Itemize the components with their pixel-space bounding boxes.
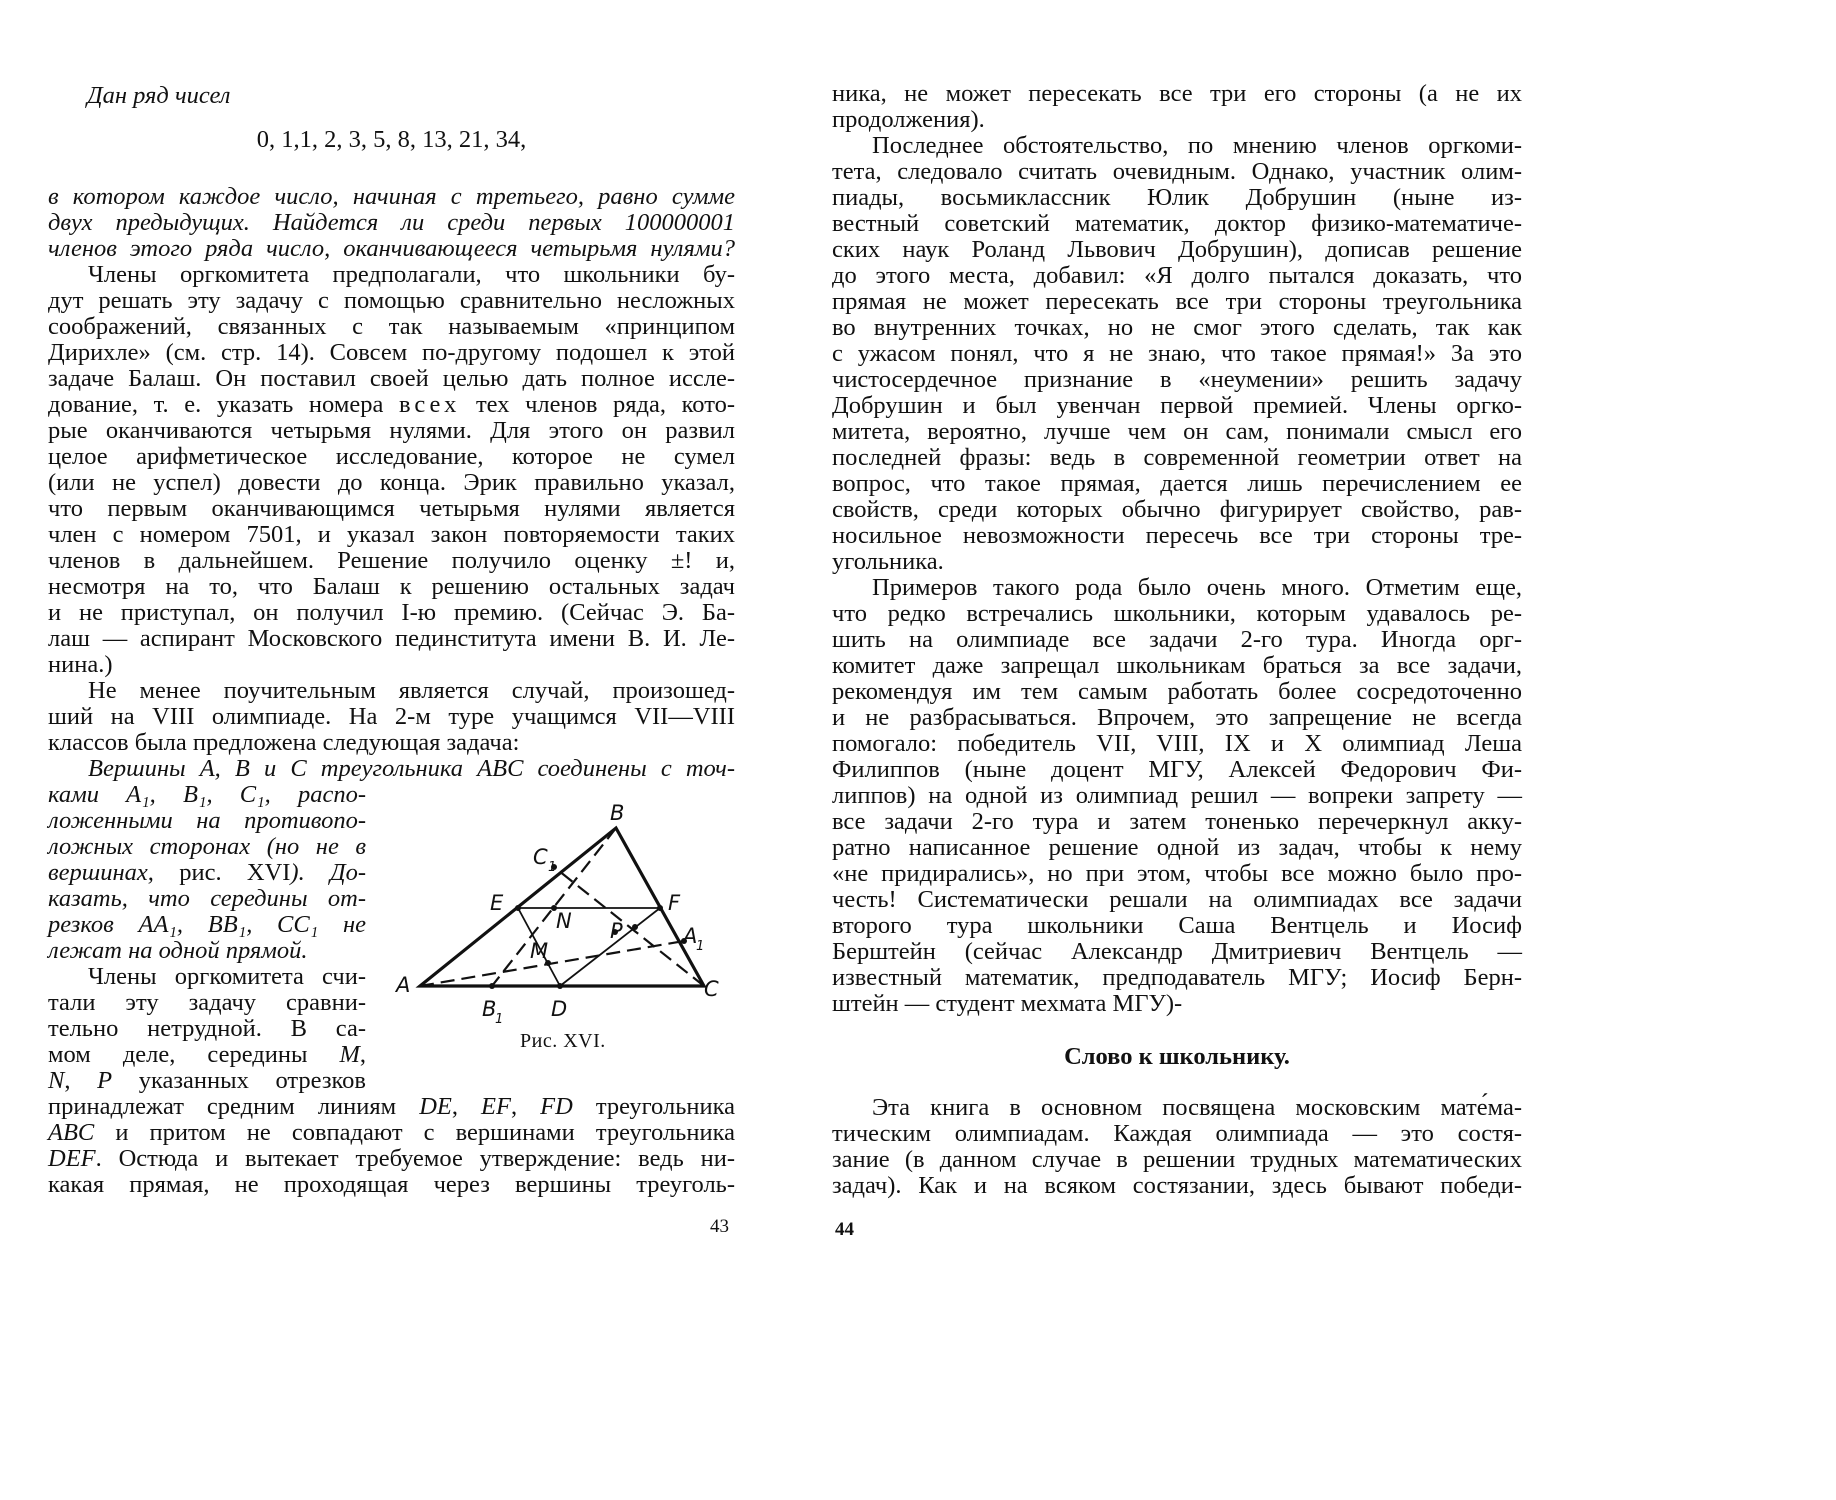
label-p: P: [610, 919, 623, 943]
page-number: 43: [710, 1216, 729, 1237]
text-line: «не придирались», но при этом, чтобы все можно было про-: [832, 860, 1522, 887]
text-line: известный математик, предподаватель МГУ; Иосиф Берн-: [832, 964, 1522, 991]
label-a1: A: [683, 924, 698, 948]
text-line: ника, не может пересекать все три его стороны (а не их: [832, 80, 1522, 107]
text-line: член с номером 7501, и указал закон повторяемости таких: [48, 521, 735, 548]
text-line: Члены оргкомитета счи-: [88, 963, 366, 990]
text-line: во внутренних точках, но не смог этого сделать, так как: [832, 314, 1522, 341]
text-line: штейн — студент мехмата МГУ)-: [832, 990, 1183, 1017]
right-page: [782, 0, 1565, 1279]
section-heading: Слово к школьнику.: [1064, 1043, 1290, 1070]
text-line: митета, вероятно, лучше чем он сам, понимали смысл его: [832, 418, 1522, 445]
text-line: Дирихле» (см. стр. 14). Совсем по-другому подошел к этой: [48, 339, 735, 366]
text-line: лежат на одной прямой.: [48, 937, 308, 964]
label-d: D: [551, 997, 568, 1021]
text-line: N, P указанных отрезков: [48, 1067, 367, 1094]
label-c1: C: [533, 845, 548, 869]
segment-a-a1: [420, 941, 684, 986]
text-line: в котором каждое число, начиная с третьего, равно сумме: [48, 183, 735, 210]
segment-c-c1: [554, 867, 704, 986]
text-line: липпов) на одной из олимпиад решил — вопреки запрету —: [832, 782, 1522, 809]
text-line: ками A₁, B₁, C₁, распо-: [48, 781, 366, 808]
problem-intro: Дан ряд чисел: [87, 82, 231, 109]
text-line: задаче Балаш. Он поставил своей целью дать полное иссле-: [48, 365, 735, 392]
text-line: Берштейн (сейчас Александр Дмитриевич Вентцель —: [832, 938, 1522, 965]
text-line: рые оканчиваются четырьмя нулями. Для этого он развил: [48, 417, 735, 444]
text-line: мом деле, середины M,: [48, 1041, 366, 1068]
label-b1: B: [482, 997, 497, 1021]
triangle-figure: [392, 798, 732, 1028]
text-line: честь! Систематически решали на олимпиадах все задачи: [832, 886, 1522, 913]
text-line: членов этого ряда число, оканчивающееся четырьмя нулями?: [48, 235, 735, 262]
text-line: вестный советский математик, доктор физико-математиче-: [832, 210, 1522, 237]
text-line: что первым оканчивающимся четырьмя нулями является: [48, 495, 735, 522]
text-line: (или не успел) довести до конца. Эрик правильно указал,: [48, 469, 735, 496]
text-line: зание (в данном случае в решении трудных математических: [832, 1146, 1522, 1173]
text-line: задач). Как и на всяком состязании, здесь бывают победи-: [832, 1172, 1522, 1199]
text-line: двух предыдущих. Найдется ли среди первых 100000001: [48, 209, 735, 236]
text-line: резков AA₁, BB₁, CC₁ не: [48, 911, 366, 938]
text-line: ABC и притом не совпадают с вершинами треугольника: [48, 1119, 735, 1146]
label-b1-sub: 1: [495, 1012, 504, 1027]
text-line: лаш — аспирант Московского пединститута имени В. И. Ле-: [48, 625, 735, 652]
text-line: с ужасом понял, что я не знаю, что такое прямая!» За это: [832, 340, 1522, 367]
text-line: второго тура школьники Саша Вентцель и Иосиф: [832, 912, 1522, 939]
text-line: тали эту задачу сравни-: [48, 989, 366, 1016]
figure-points: [489, 864, 687, 989]
text-line: тета, следовало считать очевидным. Однако, участник олим-: [832, 158, 1522, 185]
text-line: казать, что середины от-: [48, 885, 366, 912]
text-line: ских наук Роланд Львович Добрушин), дописав решение: [832, 236, 1522, 263]
label-b: B: [610, 801, 625, 825]
text-line: несмотря на то, что Балаш к решению остальных задач: [48, 573, 735, 600]
text-line: прямая не может пересекать все три стороны треугольника: [832, 288, 1522, 315]
text-line: Вершины A, B и C треугольника ABC соединены с точ-: [88, 755, 735, 782]
text-line: шить на олимпиаде все задачи 2-го тура. Иногда орг-: [832, 626, 1522, 653]
label-a1-sub: 1: [696, 939, 705, 954]
text-line: нина.): [48, 651, 113, 678]
text-line: Филиппов (ныне доцент МГУ, Алексей Федорович Фи-: [832, 756, 1522, 783]
text-line: классов была предложена следующая задача:: [48, 729, 520, 756]
text-line: целое арифметическое исследование, которое не сумел: [48, 443, 735, 470]
text-line: чистосердечное признание в «неумении» решить задачу: [832, 366, 1522, 393]
text-line: Члены оргкомитета предполагали, что школьники бу-: [88, 261, 735, 288]
text-line: ратно написанное решение одной из задач, чтобы к нему: [832, 834, 1522, 861]
text-line: тическим олимпиадам. Каждая олимпиада — это состя-: [832, 1120, 1522, 1147]
text-line: вопрос, что такое прямая, дается лишь перечислением ее: [832, 470, 1522, 497]
label-c1-sub: 1: [548, 860, 557, 875]
label-n: N: [556, 909, 572, 933]
text-line: все задачи 2-го тура и затем тоненько перечеркнул акку-: [832, 808, 1522, 835]
text-line: ложенными на противопо-: [48, 807, 366, 834]
text-line: Добрушин и был увенчан первой премией. Члены оргко-: [832, 392, 1522, 419]
text-line: тельно нетрудной. В са-: [48, 1015, 366, 1042]
label-e: E: [490, 891, 504, 915]
text-line: продолжения).: [832, 106, 985, 133]
left-page: [0, 0, 782, 1279]
text-line: соображений, связанных с так называемым «принципом: [48, 313, 735, 340]
text-line: рекомендуя им тем самым работать более сосредоточенно: [832, 678, 1522, 705]
text-line: свойств, среди которых обычно фигурирует свойство, рав-: [832, 496, 1522, 523]
text-line: комитет даже запрещал школьникам браться за все задачи,: [832, 652, 1522, 679]
label-c: C: [704, 977, 719, 1001]
text-line: Последнее обстоятельство, по мнению членов оргкоми-: [872, 132, 1522, 159]
text-line: и не разбрасываться. Впрочем, это запрещение не всегда: [832, 704, 1522, 731]
fibonacci-sequence: 0, 1,1, 2, 3, 5, 8, 13, 21, 34,: [256, 126, 527, 153]
text-line: Примеров такого рода было очень много. Отметим еще,: [872, 574, 1522, 601]
text-line: ложных сторонах (но не в: [48, 833, 366, 860]
page-number: 44: [835, 1219, 854, 1240]
text-line: Не менее поучительным является случай, произошед-: [88, 677, 735, 704]
text-line: ший на VIII олимпиаде. На 2-м туре учащимся VII—VIII: [48, 703, 735, 730]
label-a: A: [396, 973, 411, 997]
text-line: угольника.: [832, 548, 944, 575]
text-line: принадлежат средним линиям DE, EF, FD треугольника: [48, 1093, 735, 1120]
text-line: DEF. Остюда и вытекает требуемое утверждение: ведь ни-: [48, 1145, 735, 1172]
label-m: M: [530, 939, 549, 963]
text-line: носильное невозможности пересечь все три стороны тре-: [832, 522, 1522, 549]
text-line: до этого места, добавил: «Я долго пытался доказать, что: [832, 262, 1522, 289]
text-line: Эта книга в основном посвящена московским мате́ма-: [872, 1094, 1522, 1121]
text-line: что редко встречались школьники, которым удавалось ре-: [832, 600, 1522, 627]
text-line: и не приступал, он получил I-ю премию. (Сейчас Э. Ба-: [48, 599, 735, 626]
text-line: помогало: победитель VII, VIII, IX и X олимпиад Леша: [832, 730, 1522, 757]
text-line: пиады, восьмиклассник Юлик Добрушин (ныне из-: [832, 184, 1522, 211]
label-f: F: [668, 891, 681, 915]
figure-caption: Рис. XVI.: [520, 1030, 606, 1052]
text-line: дут решать эту задачу с помощью сравнительно несложных: [48, 287, 735, 314]
text-line: вершинах, рис. XVI). До-: [48, 859, 366, 886]
text-line: последней фразы: ведь в современной геометрии ответ на: [832, 444, 1522, 471]
text-line: членов в дальнейшем. Решение получило оценку ±! и,: [48, 547, 735, 574]
text-line: дование, т. е. указать номера всех тех членов ряда, кото-: [48, 391, 735, 418]
text-line: какая прямая, не проходящая через вершины треуголь-: [48, 1171, 735, 1198]
